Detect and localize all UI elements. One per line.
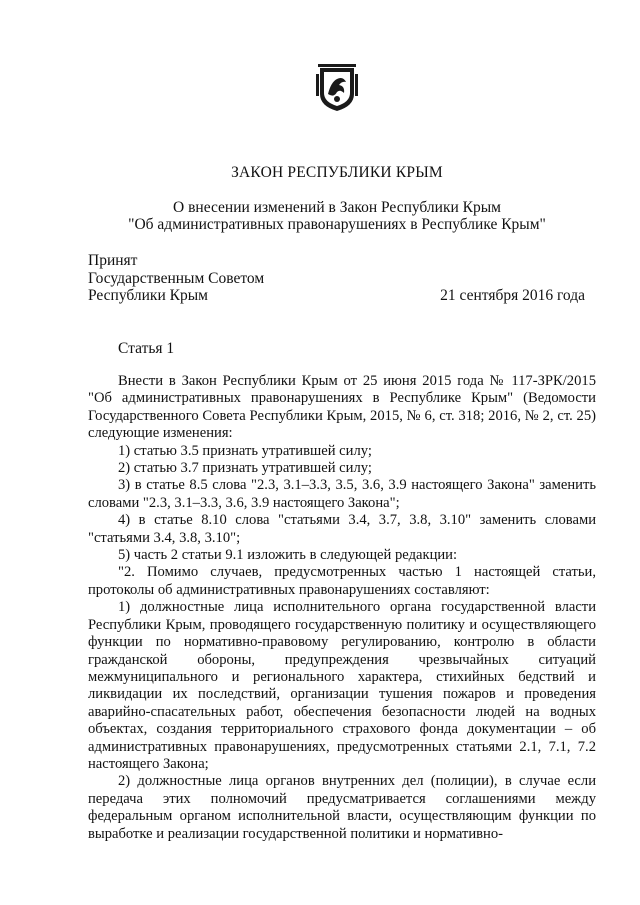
adoption-line-3: Республики Крым — [88, 287, 208, 304]
adoption-line-2: Государственным Советом — [88, 269, 265, 287]
crimea-coat-of-arms-icon — [316, 64, 358, 112]
law-subtitle-line-2: "Об административных правонарушениях в Республике Крым" — [128, 216, 546, 233]
law-title: ЗАКОН РЕСПУБЛИКИ КРЫМ — [231, 164, 443, 181]
list-item: 4) в статье 8.10 слова "статьями 3.4, 3.7, 3.8, 3.10" заменить словами "статьями 3.4, 3.8, 3.10"; — [88, 512, 596, 546]
list-item: 2) должностные лица органов внутренних дел (полиции), в случае если передача этих полномочий предусматривается соглашениями между федеральным органом исполнительной власти, осуществляющим функции по выработке и реализации государственной политики и нормативно- — [88, 773, 596, 842]
list-item: 1) должностные лица исполнительного органа государственной власти Республики Крым, проводящего государственную политику и осуществляющего функции по нормативно-правовому регулированию, контролю в области гражданской обороны, предупреждения чрезвычайных ситуаций межмуниципального и регионального характера, стихийных бедствий и ликвидации их последствий, организации тушения пожаров и проведения аварийно-спасательных работ, обеспечения безопасности людей на водных объектах, создания территориального страхового фонда документации – об административных правонарушениях, предусмотренных статьями 2.1, 7.1, 7.2 настоящего Закона; — [88, 599, 596, 772]
list-item: 2) статью 3.7 признать утратившей силу; — [118, 460, 372, 477]
paragraph-intro: Внести в Закон Республики Крым от 25 июня 2015 года № 117-ЗРК/2015 "Об административных правонарушениях в Республике Крым" (Ведомости Государственного Совета Республики Крым, 2015, № 6, ст. 318; 2016, № 2, ст. 25) следующие изменения: — [88, 373, 596, 442]
list-item: 3) в статье 8.5 слова "2.3, 3.1–3.3, 3.5, 3.6, 3.9 настоящего Закона" заменить словами "2.3, 3.1–3.3, 3.6, 3.9 настоящего Закона"; — [88, 477, 596, 511]
quoted-part-2: "2. Помимо случаев, предусмотренных частью 1 настоящей статьи, протоколы об административных правонарушениях составляют: — [88, 564, 596, 598]
adoption-block — [88, 252, 264, 305]
article-heading: Статья 1 — [118, 340, 175, 357]
list-item: 5) часть 2 статьи 9.1 изложить в следующей редакции: — [118, 547, 458, 564]
list-item: 1) статью 3.5 признать утратившей силу; — [118, 442, 372, 459]
adoption-date: 21 сентября 2016 года — [440, 287, 585, 304]
adoption-line-1: Принят — [88, 252, 138, 269]
law-subtitle-line-1: О внесении изменений в Закон Республики Крым — [173, 199, 501, 216]
article-body — [88, 373, 596, 843]
